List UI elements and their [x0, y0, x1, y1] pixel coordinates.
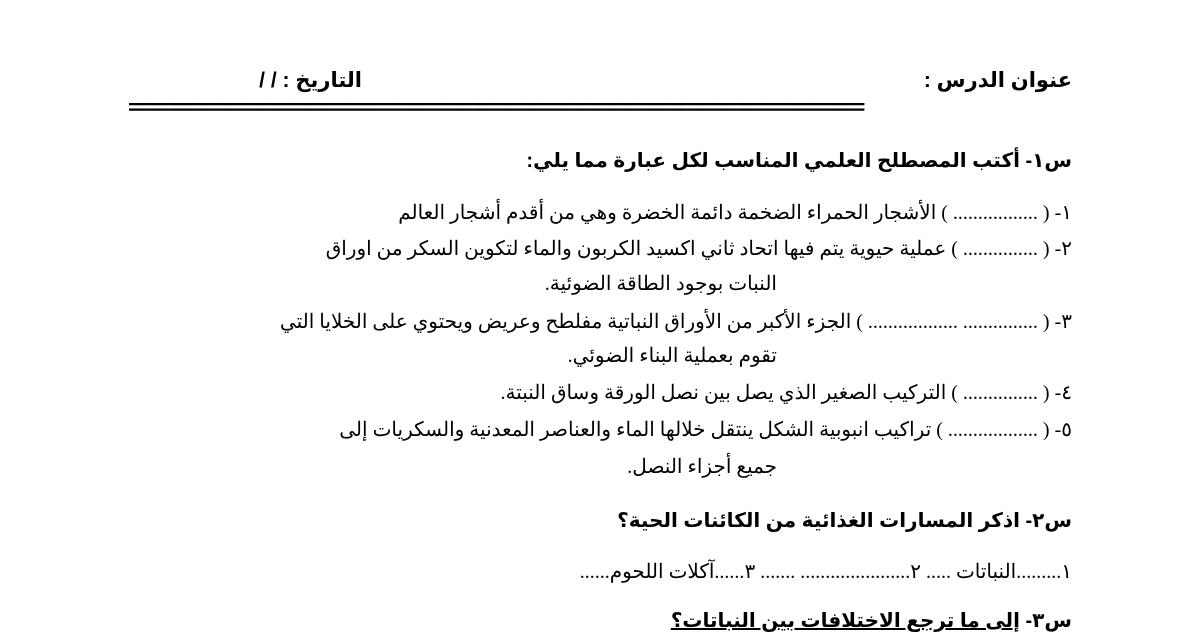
q3-prefix: س٣-: [1025, 610, 1072, 632]
lesson-title-label: عنوان الدرس :: [923, 69, 1072, 92]
q1-item-1: ١- ( ................. ) الأشجار الحمراء الضخمة دائمة الخضرة وهي من أقدم أشجار العالم: [398, 202, 1072, 224]
header-divider: ===========================================================================: [128, 98, 864, 121]
q1-item-4: ٤- ( ............... ) التركيب الصغير الذي يصل بين نصل الورقة وساق النبتة.: [500, 382, 1072, 404]
q3-heading-row: [671, 608, 1072, 633]
q1-item-3: ٣- ( ............... .................. ) الجزء الأكبر من الأوراق النباتية مفلطح وعريض ويحتوي على الخلايا التي: [279, 311, 1072, 333]
date-label: التاريخ : / /: [259, 69, 362, 92]
q2-answer-line: ١.........النباتات ..... ٢...................... ....... ٣......آكلات اللحوم......: [579, 561, 1072, 583]
q1-item-5: ٥- ( .................. ) تراكيب انبوبية الشكل ينتقل خلالها الماء والعناصر المعدنية والسكريات إلى: [339, 419, 1072, 441]
q1-item-5-continuation: جميع أجزاء النصل.: [627, 456, 777, 478]
q1-heading: س١- أكتب المصطلح العلمي المناسب لكل عبارة مما يلي:: [526, 150, 1072, 172]
q1-item-3-continuation: تقوم بعملية البناء الضوئي.: [567, 345, 777, 367]
q2-heading: س٢- اذكر المسارات الغذائية من الكائنات الحية؟: [617, 510, 1072, 532]
q1-item-2-continuation: النبات بوجود الطاقة الضوئية.: [544, 273, 777, 295]
q1-item-2: ٢- ( ............... ) عملية حيوية يتم فيها اتحاد ثاني اكسيد الكربون والماء لتكوين السكر من اوراق: [325, 238, 1072, 260]
q3-heading: إلى ما ترجع الاختلافات بين النباتات؟: [670, 610, 1020, 632]
